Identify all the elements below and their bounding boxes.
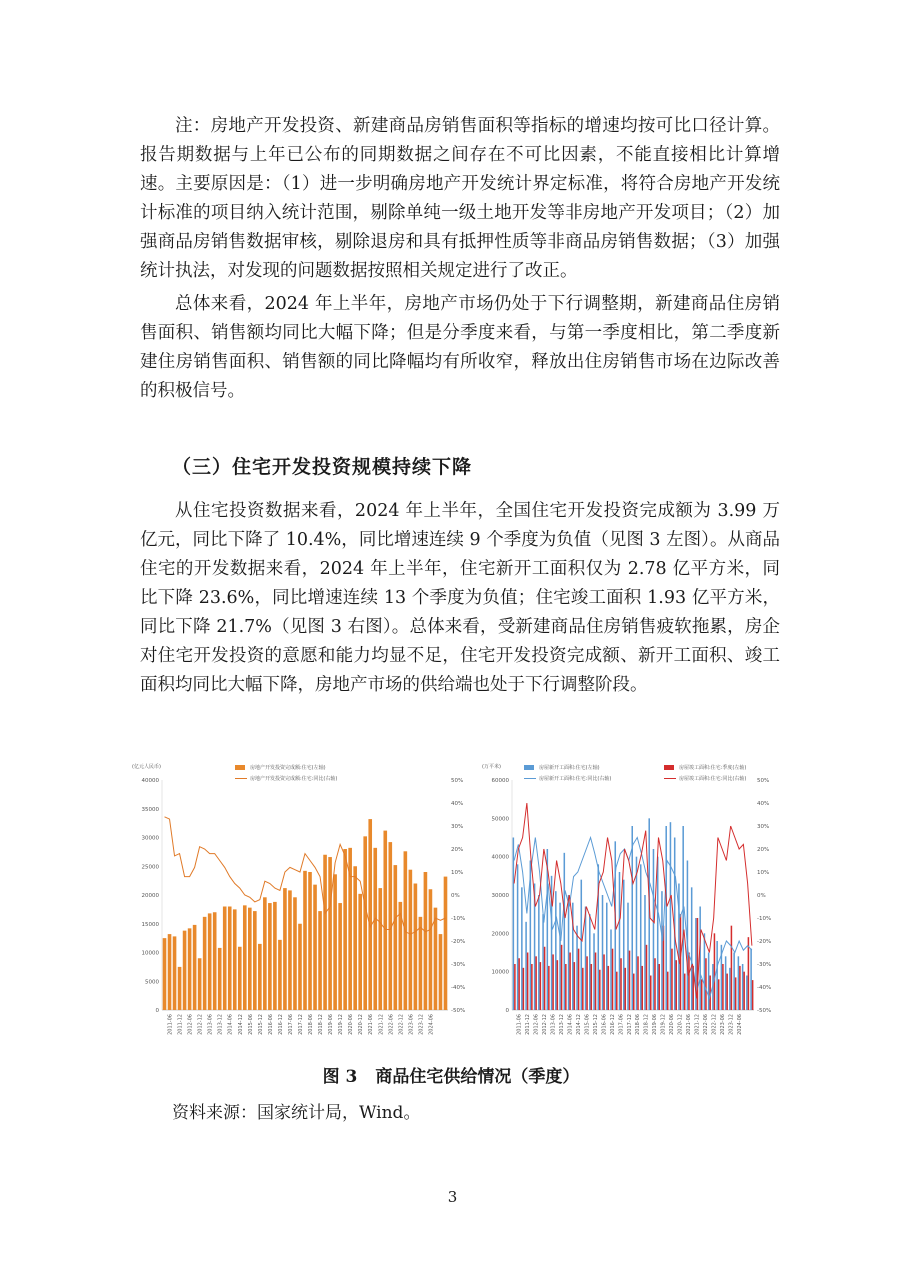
right-tick-label: 0% <box>757 893 766 899</box>
bar-residential-investment <box>168 934 172 1010</box>
bar-new-starts <box>733 953 735 1011</box>
figure-title: 商品住宅供给情况（季度） <box>375 1067 580 1087</box>
x-tick-label: 2024-06 <box>428 1014 435 1035</box>
source-note: 资料来源：国家统计局，Wind。 <box>172 1103 421 1123</box>
bar-residential-investment <box>183 931 187 1010</box>
right-tick-label: -10% <box>451 916 466 922</box>
bar-residential-investment <box>429 889 433 1010</box>
x-tick-label: 2012-06 <box>187 1014 194 1035</box>
bar-new-starts <box>708 953 710 1011</box>
x-tick-label: 2015-06 <box>584 1014 591 1035</box>
bar-new-starts <box>521 887 523 1010</box>
bar-new-starts <box>742 964 744 1010</box>
x-tick-label: 2021-06 <box>686 1014 693 1035</box>
unit-label: (亿元人民币) <box>132 764 161 770</box>
x-tick-label: 2016-06 <box>601 1014 608 1035</box>
right-tick-label: -30% <box>451 962 466 968</box>
bar-residential-investment <box>318 911 322 1010</box>
bar-residential-investment <box>203 917 207 1010</box>
right-tick-label: -50% <box>451 1008 466 1014</box>
left-tick-label: 25000 <box>141 864 159 871</box>
bar-completions <box>561 945 563 1010</box>
x-tick-label: 2012-12 <box>197 1014 204 1035</box>
bar-completions <box>527 953 529 1011</box>
bar-new-starts <box>568 895 570 1010</box>
bar-completions <box>548 966 550 1010</box>
bar-new-starts <box>619 872 621 1010</box>
bar-residential-investment <box>419 917 423 1010</box>
bar-completions <box>735 977 737 1010</box>
bar-completions <box>603 954 605 1010</box>
bar-completions <box>684 974 686 1010</box>
bar-completions <box>726 974 728 1010</box>
bar-residential-investment <box>394 865 398 1010</box>
bar-residential-investment <box>228 907 232 1011</box>
bar-residential-investment <box>288 890 292 1010</box>
bar-new-starts <box>542 914 544 1010</box>
x-tick-label: 2013-06 <box>550 1014 557 1035</box>
left-tick-label: 35000 <box>141 806 159 813</box>
bar-completions <box>675 960 677 1010</box>
x-tick-label: 2012-06 <box>533 1014 540 1035</box>
x-tick-label: 2024-06 <box>737 1014 744 1035</box>
legend-label: 房屋竣工面积:住宅:季度(左轴) <box>679 765 747 771</box>
bar-new-starts <box>691 887 693 1010</box>
x-tick-label: 2014-12 <box>575 1014 582 1035</box>
bar-residential-investment <box>323 855 327 1010</box>
bar-residential-investment <box>293 897 297 1010</box>
left-tick-label: 10000 <box>491 969 509 976</box>
bar-new-starts <box>559 903 561 1010</box>
bar-completions <box>650 976 652 1011</box>
bar-new-starts <box>610 930 612 1011</box>
figure-caption <box>140 1062 780 1087</box>
bar-new-starts <box>627 903 629 1010</box>
bar-completions <box>654 958 656 1010</box>
bar-completions <box>582 968 584 1010</box>
x-tick-label: 2019-06 <box>652 1014 659 1035</box>
right-tick-label: -50% <box>757 1008 772 1014</box>
page-number: 3 <box>447 1188 458 1206</box>
bar-new-starts <box>746 976 748 1011</box>
bar-completions <box>608 966 610 1010</box>
x-tick-label: 2014-06 <box>567 1014 574 1035</box>
bar-residential-investment <box>308 872 312 1010</box>
left-tick-label: 0 <box>155 1008 159 1014</box>
bar-new-starts <box>704 933 706 1010</box>
bar-completions <box>629 951 631 1010</box>
bar-residential-investment <box>253 911 257 1010</box>
x-tick-label: 2011-06 <box>167 1014 174 1035</box>
bar-new-starts <box>513 838 515 1011</box>
chart-residential-investment <box>132 758 480 1058</box>
legend-swatch <box>664 765 674 770</box>
figure-number: 图 3 <box>322 1067 358 1087</box>
right-tick-label: 0% <box>451 893 460 899</box>
bar-residential-investment <box>434 908 438 1010</box>
bar-completions <box>591 964 593 1010</box>
right-tick-label: 40% <box>757 801 770 807</box>
bar-completions <box>701 979 703 1010</box>
bar-residential-investment <box>198 958 202 1010</box>
bar-completions <box>557 960 559 1010</box>
x-tick-label: 2011-12 <box>177 1014 184 1035</box>
bar-residential-investment <box>213 912 217 1010</box>
bar-new-starts <box>517 864 519 1010</box>
x-tick-label: 2014-12 <box>237 1014 244 1035</box>
investment-paragraph: 从住宅投资数据来看，2024 年上半年，全国住宅开发投资完成额为 3.99 万亿元，同比下降了 10.4%，同比增速连续 9 个季度为负值（见图 3 左图）。从商品住宅的开发数据来看，2024 年上半年，住宅新开工面积仅为 2.78 亿平方米，同比下降 23.6%，同比增速连续 13 个季度为负值；住宅竣工面积 1.93 亿平方米，同比下降 21.7%（见图 3 右图）。总体来看，受新建商品住房销售疲软拖累，房企对住宅开发投资的意愿和能力均显不足，住宅开发投资完成额、新开工面积、竣工面积均同比大幅下降，房地产市场的供给端也处于下行调整阶段。 <box>140 501 780 695</box>
bar-new-starts <box>538 895 540 1010</box>
bar-completions <box>739 966 741 1010</box>
left-tick-label: 15000 <box>141 921 159 928</box>
bar-residential-investment <box>283 888 287 1010</box>
bar-completions <box>574 962 576 1010</box>
left-tick-label: 30000 <box>491 893 509 899</box>
right-tick-label: 30% <box>757 824 770 830</box>
bar-completions <box>514 964 516 1010</box>
bar-new-starts <box>716 941 718 1010</box>
chart-right-svg <box>484 758 784 1058</box>
bar-new-starts <box>725 956 727 1010</box>
bar-new-starts <box>738 956 740 1010</box>
bar-residential-investment <box>223 907 227 1011</box>
bar-new-starts <box>525 922 527 1010</box>
bar-completions <box>535 956 537 1010</box>
x-tick-label: 2016-12 <box>609 1014 616 1035</box>
x-tick-label: 2013-12 <box>558 1014 565 1035</box>
legend-label: 房地产开发投资完成额:住宅:同比(右轴) <box>250 776 338 782</box>
legend-label: 房屋新开工面积:住宅:同比(右轴) <box>539 776 612 782</box>
bar-new-starts <box>640 864 642 1010</box>
x-tick-label: 2020-12 <box>358 1014 365 1035</box>
bar-new-starts <box>653 849 655 1010</box>
x-tick-label: 2019-12 <box>660 1014 667 1035</box>
bar-residential-investment <box>378 888 382 1010</box>
x-tick-label: 2020-06 <box>669 1014 676 1035</box>
x-tick-label: 2014-06 <box>227 1014 234 1035</box>
x-tick-label: 2016-12 <box>277 1014 284 1035</box>
bar-residential-investment <box>383 831 387 1010</box>
bar-residential-investment <box>439 934 443 1010</box>
bar-completions <box>544 947 546 1010</box>
bar-residential-investment <box>238 947 242 1010</box>
x-tick-label: 2015-12 <box>592 1014 599 1035</box>
bar-completions <box>595 953 597 1011</box>
bar-completions <box>540 962 542 1010</box>
legend-swatch <box>235 765 245 770</box>
bar-new-starts <box>729 968 731 1010</box>
right-tick-label: 20% <box>757 847 770 853</box>
legend-swatch <box>524 765 534 770</box>
bar-residential-investment <box>303 871 307 1010</box>
bar-new-starts <box>576 926 578 1010</box>
x-tick-label: 2011-12 <box>524 1014 531 1035</box>
bar-completions <box>565 964 567 1010</box>
bar-residential-investment <box>263 897 267 1010</box>
bar-residential-investment <box>373 848 377 1010</box>
bar-completions <box>518 958 520 1010</box>
bar-residential-investment <box>278 940 282 1010</box>
bar-residential-investment <box>338 903 342 1010</box>
bar-residential-investment <box>268 903 272 1010</box>
bar-completions <box>586 956 588 1010</box>
left-tick-label: 0 <box>505 1008 509 1014</box>
x-tick-label: 2011-06 <box>516 1014 523 1035</box>
x-tick-label: 2022-12 <box>711 1014 718 1035</box>
bar-residential-investment <box>363 836 367 1010</box>
x-tick-label: 2018-06 <box>635 1014 642 1035</box>
x-tick-label: 2023-06 <box>408 1014 415 1035</box>
bar-new-starts <box>661 891 663 1010</box>
x-tick-label: 2013-12 <box>217 1014 224 1035</box>
right-tick-label: -10% <box>757 916 772 922</box>
x-tick-label: 2021-06 <box>368 1014 375 1035</box>
section-heading: （三）住宅开发投资规模持续下降 <box>172 456 473 478</box>
bar-residential-investment <box>243 905 247 1010</box>
bar-new-starts <box>606 903 608 1010</box>
unit-label: (万平米) <box>482 764 501 770</box>
right-tick-label: -40% <box>451 985 466 991</box>
bar-residential-investment <box>353 866 357 1010</box>
chart-left-svg <box>132 758 480 1058</box>
bar-residential-investment <box>424 872 428 1010</box>
right-tick-label: -30% <box>757 962 772 968</box>
left-tick-label: 40000 <box>491 854 509 861</box>
left-tick-label: 5000 <box>145 979 159 986</box>
legend-label: 房地产开发投资完成额:住宅(左轴) <box>250 765 326 771</box>
bar-completions <box>612 949 614 1010</box>
bar-completions <box>705 958 707 1010</box>
x-tick-label: 2021-12 <box>378 1014 385 1035</box>
bar-completions <box>743 972 745 1010</box>
bar-residential-investment <box>258 944 262 1010</box>
bar-residential-investment <box>208 913 212 1010</box>
bar-new-starts <box>593 933 595 1010</box>
x-tick-label: 2018-06 <box>308 1014 315 1035</box>
bar-completions <box>641 966 643 1010</box>
x-tick-label: 2013-06 <box>207 1014 214 1035</box>
left-tick-label: 20000 <box>141 893 159 899</box>
x-tick-label: 2018-12 <box>643 1014 650 1035</box>
right-tick-label: -40% <box>757 985 772 991</box>
bar-residential-investment <box>163 938 167 1010</box>
bar-residential-investment <box>193 925 197 1010</box>
right-tick-label: 40% <box>451 801 464 807</box>
bar-completions <box>599 970 601 1010</box>
bar-new-starts <box>636 857 638 1010</box>
bar-new-starts <box>581 880 583 1010</box>
bar-new-starts <box>665 826 667 1010</box>
left-tick-label: 10000 <box>141 950 159 957</box>
bar-residential-investment <box>218 948 222 1010</box>
x-tick-label: 2020-06 <box>348 1014 355 1035</box>
x-tick-label: 2018-12 <box>318 1014 325 1035</box>
legend-label: 房屋竣工面积:住宅:同比(右轴) <box>679 776 747 782</box>
bar-completions <box>523 968 525 1010</box>
bar-completions <box>552 954 554 1010</box>
bar-completions <box>752 980 754 1010</box>
bar-residential-investment <box>414 884 418 1011</box>
x-tick-label: 2019-12 <box>338 1014 345 1035</box>
bar-new-starts <box>631 826 633 1010</box>
bar-residential-investment <box>409 870 413 1010</box>
bar-new-starts <box>555 891 557 1010</box>
bar-residential-investment <box>368 819 372 1010</box>
right-tick-label: 10% <box>451 870 464 876</box>
bar-completions <box>688 953 690 1011</box>
bar-new-starts <box>644 895 646 1010</box>
right-tick-label: -20% <box>451 939 466 945</box>
chart-residential-construction <box>484 758 784 1058</box>
bar-completions <box>625 968 627 1010</box>
bar-completions <box>637 956 639 1010</box>
bar-new-starts <box>589 914 591 1010</box>
bar-completions <box>633 974 635 1010</box>
left-tick-label: 30000 <box>141 835 159 842</box>
x-tick-label: 2017-06 <box>618 1014 625 1035</box>
bar-new-starts <box>750 949 752 1010</box>
left-tick-label: 50000 <box>491 816 509 823</box>
x-tick-label: 2019-06 <box>328 1014 335 1035</box>
x-tick-label: 2016-06 <box>267 1014 274 1035</box>
bar-completions <box>714 933 716 1010</box>
bar-residential-investment <box>313 885 317 1010</box>
right-tick-label: 10% <box>757 870 770 876</box>
bar-residential-investment <box>343 849 347 1010</box>
x-tick-label: 2023-06 <box>720 1014 727 1035</box>
right-tick-label: 50% <box>757 778 770 784</box>
bar-completions <box>748 937 750 1010</box>
left-tick-label: 20000 <box>491 931 509 938</box>
bar-completions <box>731 926 733 1010</box>
x-tick-label: 2021-12 <box>694 1014 701 1035</box>
bar-residential-investment <box>188 928 192 1010</box>
bar-new-starts <box>602 895 604 1010</box>
bar-completions <box>620 958 622 1010</box>
bar-new-starts <box>682 826 684 1010</box>
x-tick-label: 2022-12 <box>398 1014 405 1035</box>
bar-new-starts <box>623 880 625 1010</box>
x-tick-label: 2022-06 <box>703 1014 710 1035</box>
bar-residential-investment <box>173 936 177 1010</box>
x-tick-label: 2023-12 <box>728 1014 735 1035</box>
right-tick-label: 30% <box>451 824 464 830</box>
left-tick-label: 60000 <box>491 778 509 784</box>
bar-residential-investment <box>333 874 337 1010</box>
bar-residential-investment <box>358 894 362 1010</box>
bar-completions <box>531 964 533 1010</box>
bar-completions <box>667 972 669 1010</box>
x-tick-label: 2020-12 <box>677 1014 684 1035</box>
x-tick-label: 2015-06 <box>247 1014 254 1035</box>
x-tick-label: 2023-12 <box>418 1014 425 1035</box>
bar-completions <box>671 949 673 1010</box>
bar-new-starts <box>657 857 659 1010</box>
bar-residential-investment <box>298 924 302 1010</box>
bar-residential-investment <box>178 967 182 1010</box>
bar-new-starts <box>585 907 587 1011</box>
right-tick-label: 20% <box>451 847 464 853</box>
bar-residential-investment <box>273 902 277 1010</box>
bar-new-starts <box>670 822 672 1010</box>
left-tick-label: 40000 <box>141 778 159 784</box>
bar-completions <box>718 979 720 1010</box>
bar-completions <box>616 972 618 1010</box>
x-tick-label: 2017-06 <box>287 1014 294 1035</box>
bar-completions <box>646 945 648 1010</box>
right-tick-label: -20% <box>757 939 772 945</box>
bar-residential-investment <box>444 877 448 1010</box>
summary-paragraph: 总体来看，2024 年上半年，房地产市场仍处于下行调整期，新建商品住房销售面积、销售额均同比大幅下降；但是分季度来看，与第一季度相比，第二季度新建住房销售面积、销售额的同比降幅均有所收窄，释放出住房销售市场在边际改善的积极信号。 <box>140 294 780 401</box>
x-tick-label: 2017-12 <box>626 1014 633 1035</box>
legend-label: 房屋新开工面积:住宅(左轴) <box>539 765 600 771</box>
right-tick-label: 50% <box>451 778 464 784</box>
x-tick-label: 2022-06 <box>388 1014 395 1035</box>
bar-residential-investment <box>328 857 332 1010</box>
bar-new-starts <box>564 853 566 1010</box>
bar-completions <box>569 953 571 1011</box>
x-tick-label: 2015-12 <box>257 1014 264 1035</box>
bar-residential-investment <box>248 908 252 1010</box>
bar-residential-investment <box>233 909 237 1010</box>
bar-completions <box>722 964 724 1010</box>
bar-completions <box>578 949 580 1010</box>
bar-completions <box>658 964 660 1010</box>
x-tick-label: 2012-12 <box>541 1014 548 1035</box>
note-paragraph: 注：房地产开发投资、新建商品房销售面积等指标的增速均按可比口径计算。报告期数据与上年已公布的同期数据之间存在不可比因素，不能直接相比计算增速。主要原因是：（1）进一步明确房地产开发统计界定标准，将符合房地产开发统计标准的项目纳入统计范围，剔除单纯一级土地开发等非房地产开发项目；（2）加强商品房销售数据审核，剔除退房和具有抵押性质等非商品房销售数据；（3）加强统计执法，对发现的问题数据按照相关规定进行了改正。 <box>140 116 780 281</box>
x-tick-label: 2017-12 <box>297 1014 304 1035</box>
